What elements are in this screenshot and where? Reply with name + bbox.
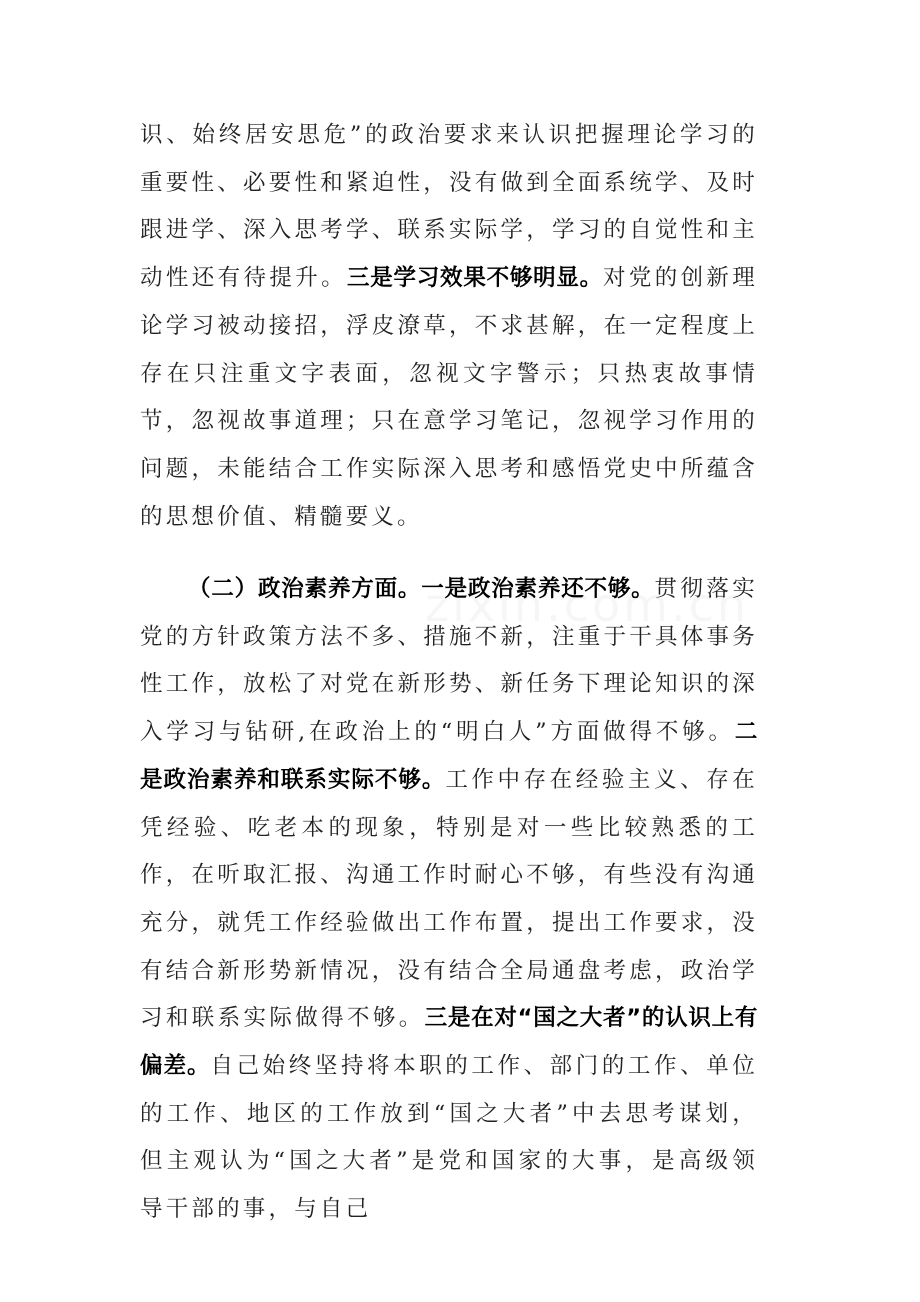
bold-heading-study-effect: 三是学习效果不够明显。 bbox=[346, 265, 603, 292]
paragraph-text: 工作中存在经验主义、存在凭经验、吃老本的现象，特别是对一些比较熟悉的工作，在听取汇报、沟通工作时耐心不够，有些没有沟通充分，就凭工作经验做出工作布置，提出工作要求，没有结合新形势新情况，没有结合全局通盘考虑，政治学习和联系实际做得不够。 bbox=[140, 766, 758, 1032]
bold-heading-national-priority: 三是在对“国之大者”的认识上有偏差。 bbox=[140, 1005, 759, 1080]
bold-heading-political-quality: （二）政治素养方面。一是政治素养还不够。 bbox=[188, 576, 655, 602]
paragraph-political-quality bbox=[140, 566, 758, 1234]
paragraph-text: 对党的创新理论学习被动接招，浮皮潦草，不求甚解，在一定程度上存在只注重文字表面，忽视文字警示；只热衷故事情节，忽视故事道理；只在意学习笔记，忽视学习作用的问题，未能结合工作实际深入思考和感悟党史中所蕴含的思想价值、精髓要义。 bbox=[140, 265, 759, 530]
paragraph-study-effect bbox=[140, 112, 758, 541]
paragraph-text: 贯彻落实党的方针政策方法不多、措施不新，注重于干具体事务性工作，放松了对党在新形势、新任务下理论知识的深入学习与钻研,在政治上的“明白人”方面做得不够。 bbox=[140, 576, 758, 746]
paragraph-text: 识、始终居安思危”的政治要求来认识把握理论学习的重要性、必要性和紧迫性，没有做到全面系统学、及时跟进学、深入思考学、联系实际学，学习的自觉性和主动性还有待提升。 bbox=[140, 122, 758, 292]
paragraph-text: 自己始终坚持将本职的工作、部门的工作、单位的工作、地区的工作放到“国之大者”中去思考谋划，但主观认为“国之大者”是党和国家的大事，是高级领导干部的事，与自己 bbox=[140, 1053, 758, 1223]
bold-heading-practice: 二是政治素养和联系实际不够。 bbox=[140, 719, 758, 793]
